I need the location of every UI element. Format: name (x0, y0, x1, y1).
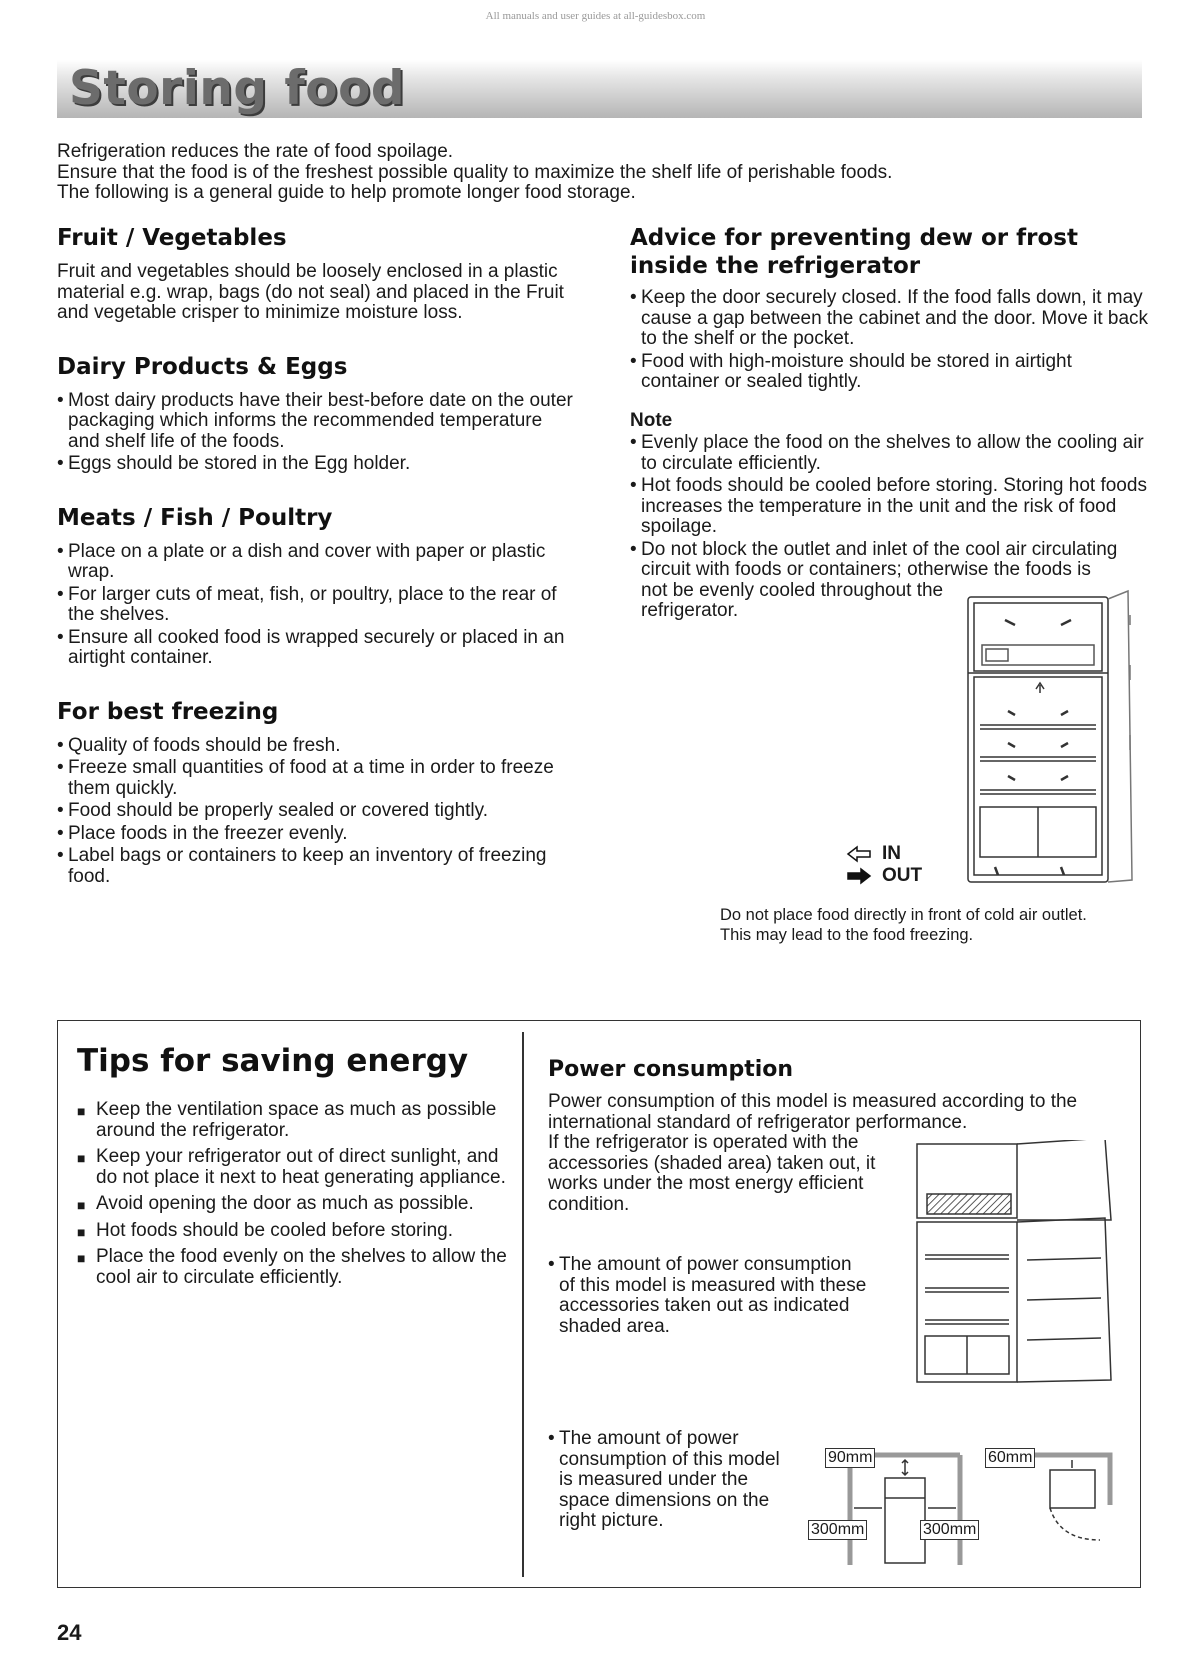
tips-list (77, 1100, 507, 1294)
power-line: international standard of refrigerator performance. (548, 1111, 968, 1133)
list-item: • Freeze small quantities of food at a time in order to freeze them quickly. (57, 758, 577, 799)
list-item: • Food with high-moisture should be stored in airtight container or sealed tightly. (630, 352, 1150, 393)
legend-in-label: IN (882, 843, 901, 864)
note-line: refrigerator. (641, 600, 739, 621)
power-line: If the refrigerator is operated with the (548, 1132, 859, 1153)
list-item: • Hot foods should be cooled before storing. Storing hot foods increases the temperature in the unit and the risk of food spoilage. (630, 476, 1150, 538)
fruit-heading: Fruit / Vegetables (57, 225, 287, 251)
power-line: accessories (shaded area) taken out, it (548, 1152, 876, 1174)
list-item: • Place foods in the freezer evenly. (57, 824, 577, 845)
list-item: ■ Place the food evenly on the shelves to allow the cool air to circulate efficiently. (77, 1247, 507, 1288)
note-label: Note (630, 409, 673, 431)
note-line: not be evenly cooled throughout the (641, 579, 944, 601)
list-item: • Most dairy products have their best-before date on the outer packaging which informs the recommended temperature and shelf life of the foods. (57, 391, 577, 453)
list-item: • For larger cuts of meat, fish, or poultry, place to the rear of the shelves. (57, 585, 577, 626)
left-column (57, 224, 577, 916)
list-item: • The amount of power consumption of this model is measured under the space dimensions on the right picture. (548, 1429, 798, 1532)
dim-right-label: 300mm (920, 1520, 979, 1540)
dairy-heading: Dairy Products & Eggs (57, 353, 348, 380)
dim-top-label: 90mm (825, 1448, 875, 1468)
dairy-section (57, 353, 577, 475)
list-item: • Label bags or containers to keep an inventory of freezing food. (57, 846, 577, 887)
intro-line: The following is a general guide to help promote longer food storage. (57, 182, 636, 203)
meats-section (57, 504, 577, 669)
caption-line: This may lead to the food freezing. (720, 925, 974, 944)
intro-line: Refrigeration reduces the rate of food spoilage. (57, 141, 454, 162)
list-item: • Eggs should be stored in the Egg holder. (57, 454, 577, 475)
intro-line: Ensure that the food is of the freshest possible quality to maximize the shelf life of perishable foods. (57, 161, 893, 183)
legend-out-label: OUT (882, 865, 923, 886)
note-line: Do not block the outlet and inlet of the cool air circulating (641, 538, 1118, 560)
list-item: • Keep the door securely closed. If the food falls down, it may cause a gap between the cabinet and the door. Move it back to the shelf or the pocket. (630, 288, 1150, 350)
dim-left-label: 300mm (808, 1520, 867, 1540)
note-line: circuit with foods or containers; otherwise the foods is (641, 559, 1091, 580)
page-title: Storing food (69, 61, 406, 116)
airflow-legend (846, 843, 922, 887)
fridge-airflow-illustration (960, 585, 1140, 890)
dim-back-label: 60mm (985, 1448, 1035, 1468)
legend-in (846, 843, 922, 865)
right-column (630, 224, 1150, 624)
list-item: • Quality of foods should be fresh. (57, 736, 577, 757)
power-line: works under the most energy efficient (548, 1173, 864, 1194)
freezing-heading: For best freezing (57, 698, 279, 725)
advice-heading-line: inside the refrigerator (630, 253, 921, 279)
list-item: ■ Hot foods should be cooled before storing. (77, 1221, 507, 1242)
power-line: condition. (548, 1193, 630, 1215)
arrow-right-solid-icon (846, 867, 872, 885)
list-item: ■ Keep the ventilation space as much as possible around the refrigerator. (77, 1100, 507, 1141)
list-item: • Food should be properly sealed or covered tightly. (57, 801, 577, 822)
list-item: • Place on a plate or a dish and cover with paper or plastic wrap. (57, 542, 577, 583)
page-number: 24 (57, 1620, 82, 1645)
list-item: • Ensure all cooked food is wrapped securely or placed in an airtight container. (57, 628, 577, 669)
fridge-shaded-accessories-illustration (915, 1140, 1115, 1390)
title-bar (57, 60, 1142, 118)
list-item: • Evenly place the food on the shelves to allow the cooling air to circulate efficiently. (630, 433, 1150, 474)
airflow-caption (720, 906, 1087, 945)
tips-heading: Tips for saving energy (77, 1043, 469, 1079)
legend-out (846, 865, 922, 887)
list-item: ■ Keep your refrigerator out of direct sunlight, and do not place it next to heat generating appliance. (77, 1147, 507, 1188)
caption-line: Do not place food directly in front of cold air outlet. (720, 906, 1087, 924)
intro (57, 142, 892, 204)
advice-heading (630, 224, 1150, 280)
meats-heading: Meats / Fish / Poultry (57, 504, 333, 531)
freezing-section (57, 698, 577, 888)
fruit-text: Fruit and vegetables should be loosely enclosed in a plastic material e.g. wrap, bags (do not seal) and placed in the Fruit and vegetable crisper to minimize moisture loss. (57, 261, 564, 323)
advice-heading-line: Advice for preventing dew or frost (630, 225, 1078, 251)
box-divider (522, 1032, 524, 1577)
power-line: Power consumption of this model is measured according to the (548, 1091, 1078, 1112)
watermark: All manuals and user guides at all-guidesbox.com (485, 10, 706, 22)
list-item: ■ Avoid opening the door as much as possible. (77, 1194, 507, 1215)
list-item: • The amount of power consumption of this model is measured with these accessories taken out as indicated shaded area. (548, 1255, 868, 1337)
power-heading: Power consumption (548, 1057, 794, 1082)
fruit-section (57, 224, 577, 324)
arrow-left-outline-icon (846, 845, 872, 863)
